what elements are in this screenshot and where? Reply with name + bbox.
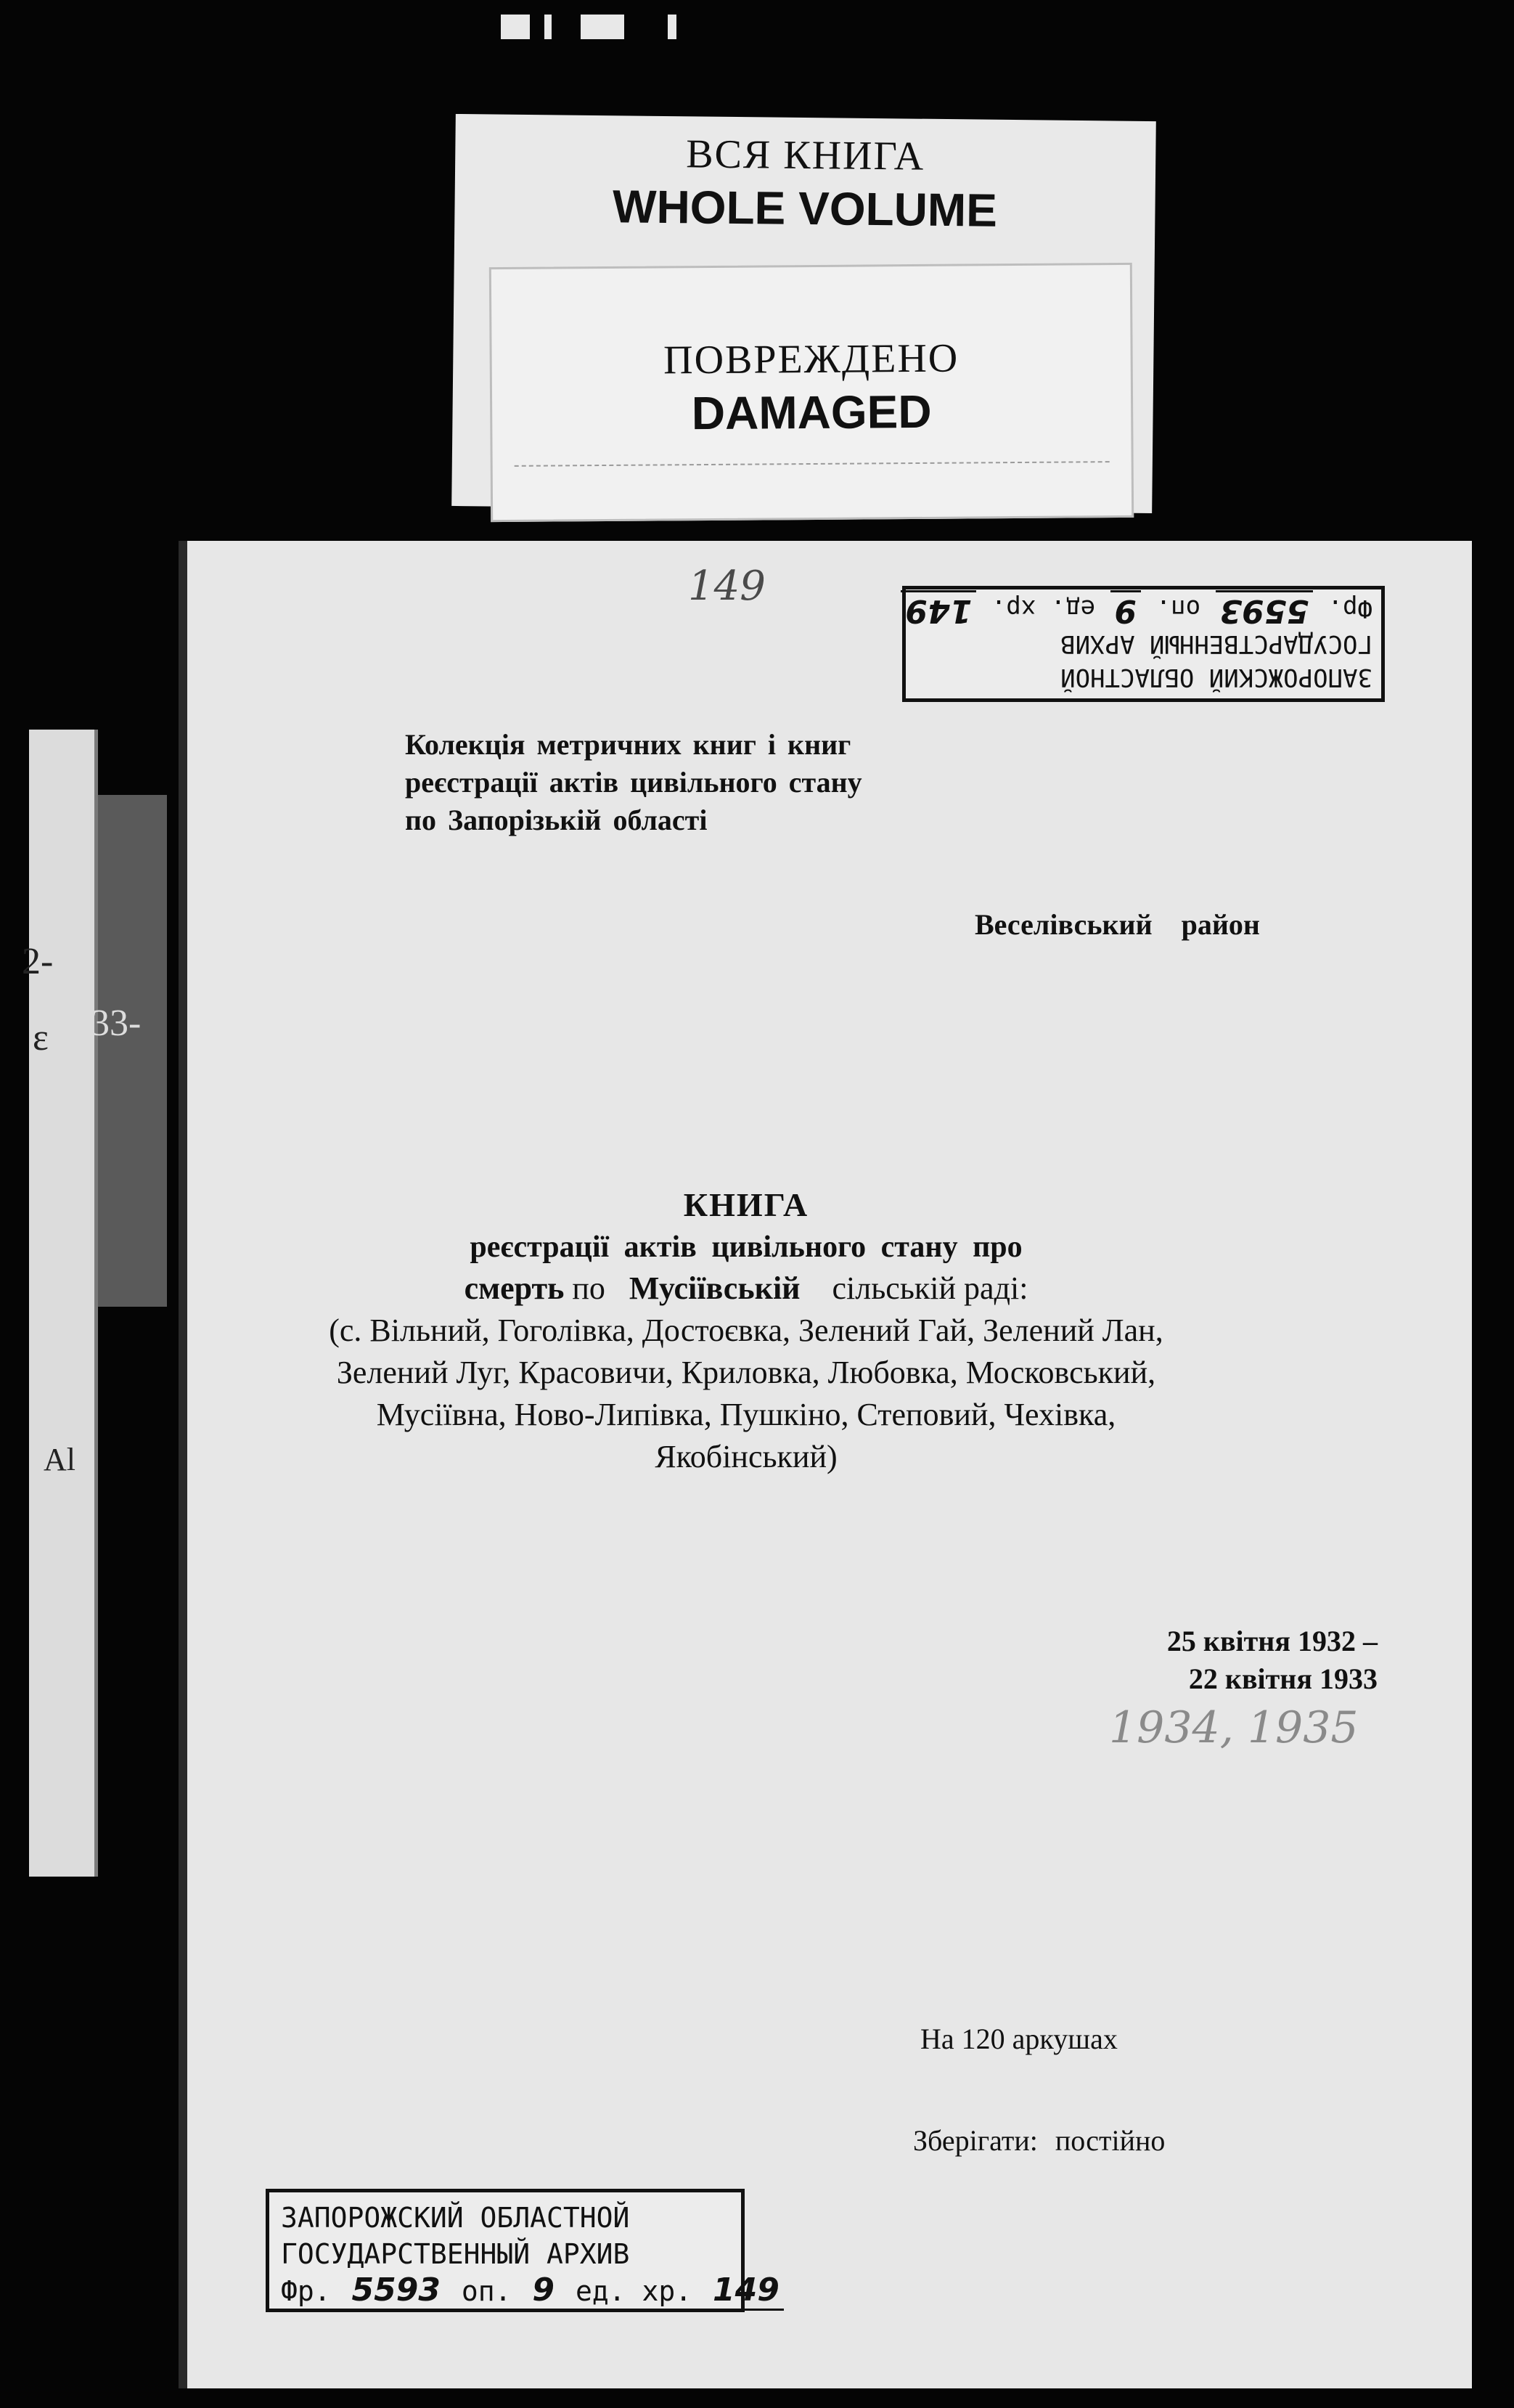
damaged-label-en: DAMAGED [691, 385, 932, 440]
damaged-label [489, 263, 1134, 522]
archive-stamp-top [902, 586, 1385, 702]
village-line: Мусіївна, Ново-Липівка, Пушкіно, Степовий, Чехівка, [376, 1397, 1116, 1432]
opis-label: оп. [461, 2275, 512, 2307]
strip-mark: ε [33, 1017, 49, 1058]
village-line: (с. Вільний, Гоголівка, Достоєвка, Зелений Гай, Зелений Лан, [329, 1313, 1163, 1348]
book-title: КНИГА [683, 1186, 809, 1223]
stamp-line1: ЗАПОРОЖСКИЙ ОБЛАСТНОЙ [281, 2202, 630, 2234]
retention-note: Зберігати: постійно [913, 2124, 1166, 2157]
council-line [318, 1268, 1174, 1310]
whole-volume-label-ru: ВСЯ КНИГА [685, 131, 925, 179]
stamp-line2: ГОСУДАРСТВЕННЫЙ АРХИВ [281, 2238, 630, 2270]
fond-label: Фр. [281, 2275, 331, 2307]
item-number: 149 [901, 590, 976, 629]
strip-mark: 2- [22, 941, 54, 982]
strip-mark: Al [44, 1442, 75, 1477]
stamp-line2: ГОСУДАРСТВЕННЫЙ АРХИВ [1060, 629, 1372, 658]
opis-number: 9 [1110, 590, 1142, 629]
fond-number: 5593 [348, 2272, 445, 2311]
opis-number: 9 [528, 2272, 559, 2311]
fond-label: Фр. [1327, 594, 1372, 623]
book-title-block [318, 1183, 1174, 1478]
stamp-line3 [905, 592, 1372, 629]
item-label: ед. хр. [991, 594, 1096, 623]
collection-heading [405, 726, 862, 839]
fond-number: 5593 [1216, 590, 1313, 629]
stamp-line3 [281, 2272, 779, 2309]
date-end: 22 квітня 1933 [1188, 1662, 1378, 1695]
film-frame-marks [501, 15, 697, 51]
date-range [1109, 1623, 1378, 1698]
date-start: 25 квітня 1932 – [1166, 1625, 1378, 1657]
item-number: 149 [708, 2272, 784, 2311]
handwritten-number: 149 [688, 563, 766, 610]
village-line: Зелений Луг, Красовичи, Криловка, Любовка, Московський, [336, 1355, 1156, 1390]
council-line-by: по [572, 1270, 605, 1306]
binding-strip-shadow [98, 795, 167, 1307]
book-subtitle: реєстрації актів цивільного стану про [470, 1230, 1023, 1264]
paper-binding-strip [22, 730, 142, 1877]
stamp-line1: ЗАПОРОЖСКИЙ ОБЛАСТНОЙ [1060, 663, 1372, 692]
opis-label: оп. [1155, 594, 1201, 623]
archive-stamp-bottom [266, 2189, 779, 2312]
council-line-death: смерть [464, 1270, 565, 1306]
dashed-divider [515, 461, 1110, 467]
collection-line: по Запорізькій області [405, 804, 708, 836]
sheet-count: На 120 аркушах [920, 2023, 1118, 2055]
whole-volume-label-en: WHOLE VOLUME [612, 180, 998, 237]
item-label: ед. хр. [575, 2275, 692, 2307]
collection-line: Колекція метричних книг і книг [405, 728, 851, 761]
document-page [187, 541, 1472, 2388]
strip-mark: 33- [91, 1003, 142, 1044]
council-name: Мусіївській [629, 1270, 801, 1306]
handwritten-years: 1934, 1935 [1109, 1702, 1359, 1753]
village-line: Якобінський) [655, 1439, 838, 1474]
damaged-label-ru: ПОВРЕЖДЕНО [663, 335, 959, 383]
collection-line: реєстрації актів цивільного стану [405, 766, 862, 799]
district-name: Веселівський район [975, 908, 1260, 941]
council-type: сільській раді: [832, 1270, 1028, 1306]
